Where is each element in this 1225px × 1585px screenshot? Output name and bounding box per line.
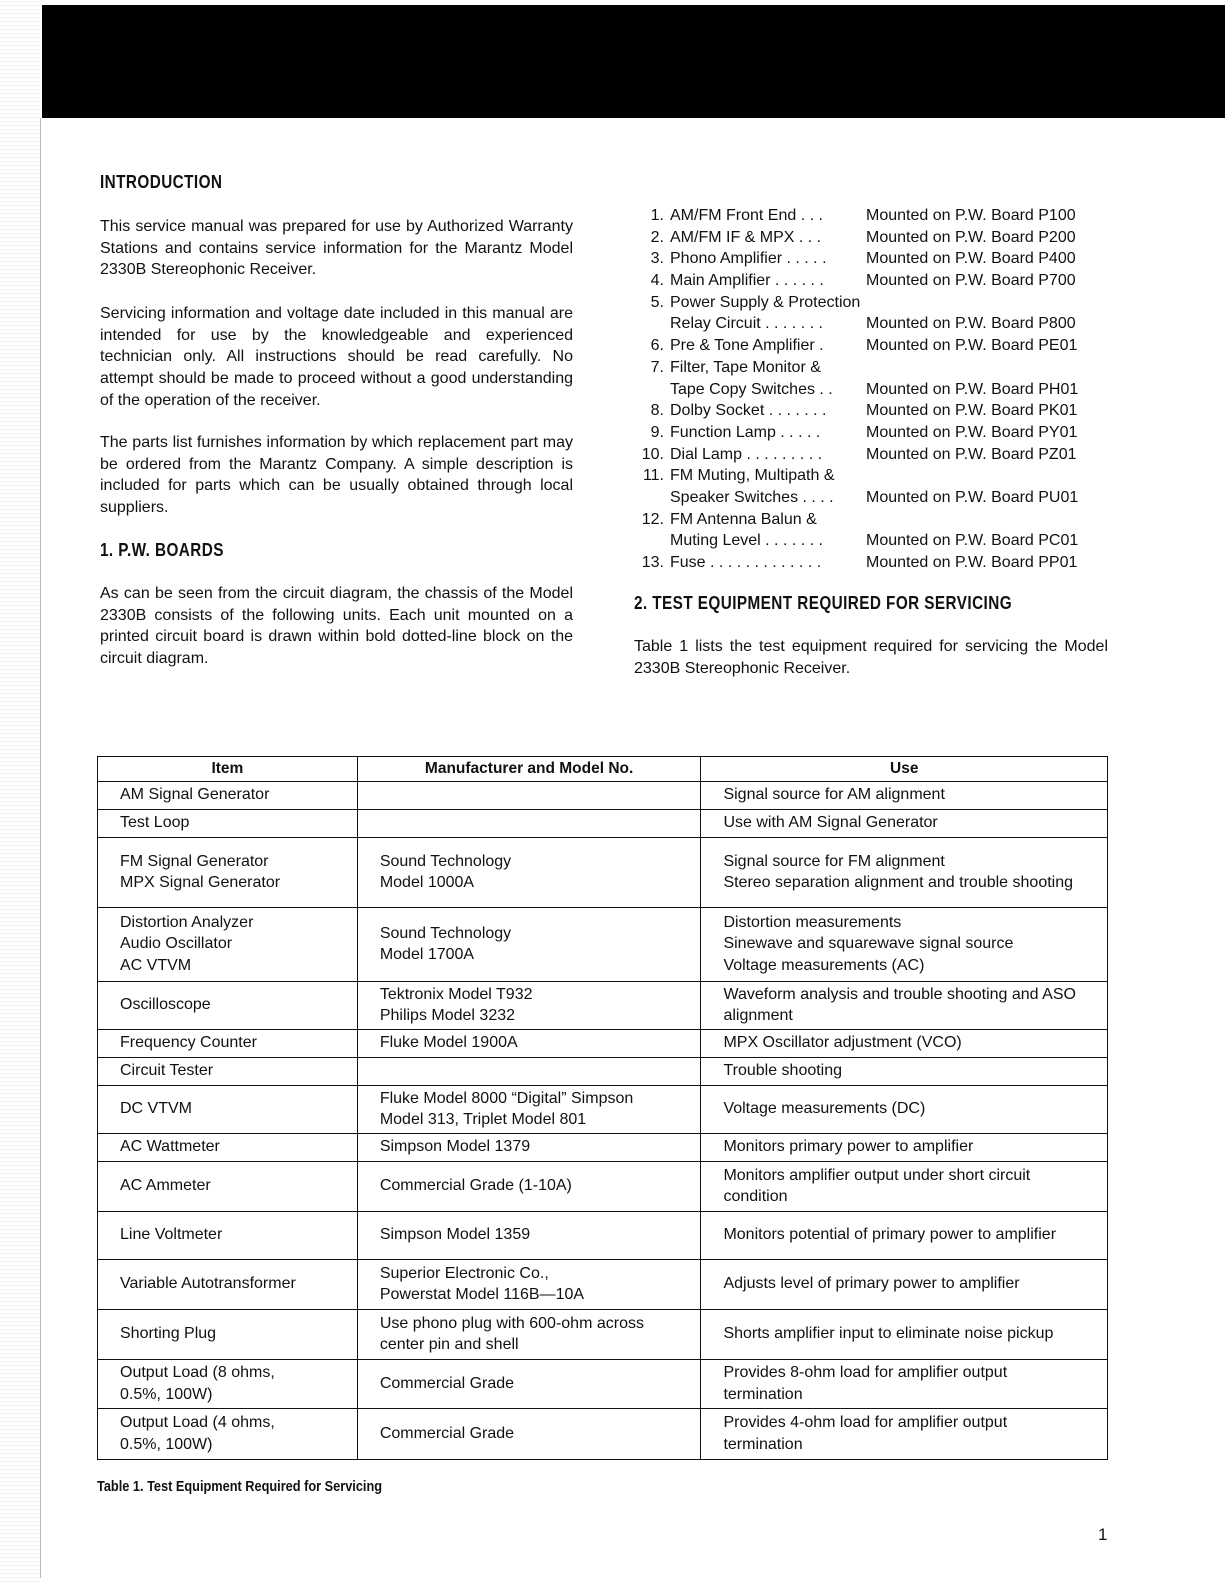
cell-line: MPX Signal Generator (120, 874, 281, 892)
item-name: Phono Amplifier . . . . . (670, 250, 827, 268)
cell-line: Monitors amplifier output under short circuit condition (723, 1166, 1031, 1206)
table-row (98, 781, 1108, 809)
cell-line: Shorting Plug (120, 1325, 217, 1343)
board-list-item (636, 465, 1116, 487)
item-name: AM/FM IF & MPX . . . (670, 228, 822, 246)
table-row (98, 1211, 1108, 1259)
table-row (98, 837, 1108, 907)
cell-use (701, 1161, 1108, 1211)
table-row (98, 981, 1108, 1029)
cell-line: Signal source for FM alignment (723, 852, 945, 870)
cell-line: Commercial Grade (1-10A) (379, 1177, 572, 1195)
cell-item (98, 837, 358, 907)
board-list-item (636, 227, 1116, 249)
cell-line: Simpson Model 1379 (379, 1138, 531, 1156)
cell-use (701, 1057, 1108, 1085)
item-name: Power Supply & Protection (670, 293, 861, 311)
table-header-row (98, 757, 1108, 782)
cell-line: Fluke Model 8000 “Digital” Simpson Model 313, Triplet Model 801 (379, 1089, 634, 1129)
board-list-item (636, 400, 1116, 422)
cell-use (701, 781, 1108, 809)
cell-line: Powerstat Model 116B—10A (379, 1286, 585, 1304)
cell-use (701, 1259, 1108, 1309)
cell-line: Model 1000A (379, 874, 475, 892)
cell-line: AC VTVM (120, 957, 192, 975)
table-row (98, 1085, 1108, 1133)
cell-line: Fluke Model 1900A (379, 1034, 518, 1052)
table-row (98, 907, 1108, 981)
pw-board-list (636, 205, 1116, 574)
item-mount (866, 509, 1116, 531)
table-row (98, 1408, 1108, 1459)
item-number: 10. (641, 445, 664, 463)
item-name: Pre & Tone Amplifier . (670, 337, 824, 355)
table-row (98, 1029, 1108, 1057)
item-name: Function Lamp . . . . . (670, 423, 821, 441)
cell-item (98, 1259, 358, 1309)
page-number: 1 (1098, 1525, 1108, 1544)
board-list-item (636, 422, 1116, 444)
item-mount: Mounted on P.W. Board PP01 (866, 554, 1078, 571)
cell-line: Voltage measurements (DC) (723, 1100, 926, 1118)
cell-manufacturer (357, 1085, 701, 1133)
cell-line: MPX Oscillator adjustment (VCO) (723, 1034, 962, 1052)
item-mount: Mounted on P.W. Board PK01 (866, 402, 1078, 420)
item-mount: Mounted on P.W. Board PE01 (866, 337, 1078, 355)
cell-line: DC VTVM (120, 1100, 192, 1118)
item-mount: Mounted on P.W. Board PC01 (866, 532, 1079, 550)
item-mount: Mounted on P.W. Board PU01 (866, 488, 1079, 506)
scan-edge (0, 0, 40, 1585)
item-number: 3. (650, 250, 664, 268)
cell-line: Variable Autotransformer (120, 1275, 296, 1293)
cell-line: Use phono plug with 600-ohm across center pin and shell (379, 1314, 644, 1354)
cell-line: Distortion measurements (723, 913, 902, 931)
item-name: FM Antenna Balun & (670, 510, 817, 528)
item-number: 12. (641, 510, 664, 528)
item-name: Relay Circuit . . . . . . . (670, 315, 823, 333)
cell-line: Test Loop (120, 814, 190, 832)
item-number: 2. (650, 228, 664, 246)
item-name: Filter, Tape Monitor & (670, 358, 821, 376)
cell-item (98, 1408, 358, 1459)
cell-use (701, 1085, 1108, 1133)
header-banner (42, 5, 1225, 118)
cell-manufacturer (357, 1408, 701, 1459)
cell-manufacturer (357, 1309, 701, 1359)
cell-manufacturer (357, 809, 701, 837)
item-number (636, 379, 670, 401)
item-mount: Mounted on P.W. Board PH01 (866, 380, 1079, 398)
cell-manufacturer (357, 781, 701, 809)
board-list-item (636, 530, 1116, 552)
board-list-item (636, 444, 1116, 466)
header-use: Use (701, 757, 1108, 782)
cell-line: Commercial Grade (379, 1424, 515, 1442)
cell-item (98, 1359, 358, 1408)
cell-use (701, 1309, 1108, 1359)
cell-item (98, 1029, 358, 1057)
cell-manufacturer (357, 1161, 701, 1211)
section1-heading: 1. P.W. BOARDS (100, 540, 224, 560)
table-row (98, 1133, 1108, 1161)
item-number: 1. (650, 207, 664, 224)
cell-manufacturer (357, 1057, 701, 1085)
cell-line: Superior Electronic Co., (379, 1264, 549, 1282)
board-list-item (636, 379, 1116, 401)
board-list-item (636, 487, 1116, 509)
cell-use (701, 1211, 1108, 1259)
cell-line: Distortion Analyzer (120, 913, 254, 931)
intro-paragraph-3: The parts list furnishes information by which replacement part may be ordered from the Marantz Company. A simple description is included for parts which can be usually obtained through local suppliers. (100, 434, 573, 517)
item-mount: Mounted on P.W. Board P400 (866, 250, 1076, 268)
cell-item (98, 1309, 358, 1359)
cell-line: Philips Model 3232 (379, 1007, 516, 1025)
item-number (636, 313, 670, 335)
item-mount: Mounted on P.W. Board PZ01 (866, 445, 1077, 463)
item-name: Dolby Socket . . . . . . . (670, 402, 827, 420)
item-number: 4. (650, 272, 664, 290)
board-list-item (636, 292, 1116, 314)
item-number: 6. (650, 337, 664, 355)
cell-line: Line Voltmeter (120, 1226, 223, 1244)
table-row (98, 1259, 1108, 1309)
board-list-item (636, 509, 1116, 531)
cell-line: Monitors primary power to amplifier (723, 1138, 974, 1156)
item-name: Main Amplifier . . . . . . (670, 272, 824, 290)
cell-manufacturer (357, 1133, 701, 1161)
cell-use (701, 907, 1108, 981)
item-mount (866, 292, 1116, 314)
board-list-item (636, 357, 1116, 379)
cell-line: Sound Technology (379, 924, 512, 942)
board-list-item (636, 205, 1116, 227)
cell-item (98, 1133, 358, 1161)
cell-line: Output Load (4 ohms, (120, 1414, 275, 1431)
cell-line: Sinewave and squarewave signal source (723, 935, 1014, 953)
cell-line: Tektronix Model T932 (379, 985, 533, 1003)
item-mount (866, 465, 1116, 487)
table-row (98, 1057, 1108, 1085)
cell-manufacturer (357, 1211, 701, 1259)
item-name: Speaker Switches . . . . (670, 488, 834, 506)
cell-line: Simpson Model 1359 (379, 1226, 531, 1244)
cell-item (98, 781, 358, 809)
cell-manufacturer (357, 1259, 701, 1309)
cell-line: Monitors potential of primary power to amplifier (723, 1226, 1057, 1244)
cell-use (701, 809, 1108, 837)
cell-line: 0.5%, 100W) (120, 1385, 213, 1403)
intro-paragraph-2: Servicing information and voltage date included in this manual are intended for use by the knowledgeable and experienced technician only. All instructions should be read carefully. No attempt should be made to proceed without a good understanding of the operation of the receiver. (100, 305, 573, 409)
table-row (98, 1309, 1108, 1359)
item-mount: Mounted on P.W. Board P800 (866, 315, 1076, 333)
cell-item (98, 1211, 358, 1259)
cell-item (98, 1057, 358, 1085)
table-row (98, 809, 1108, 837)
item-number: 8. (650, 402, 664, 420)
table-caption: Table 1. Test Equipment Required for Servicing (97, 1478, 383, 1495)
section2-heading: 2. TEST EQUIPMENT REQUIRED FOR SERVICING (634, 593, 1013, 613)
item-name: AM/FM Front End . . . (670, 207, 823, 224)
cell-item (98, 809, 358, 837)
cell-line: Adjusts level of primary power to amplifier (723, 1275, 1020, 1293)
cell-manufacturer (357, 1359, 701, 1408)
item-number: 5. (650, 293, 664, 311)
cell-line: AC Wattmeter (120, 1138, 220, 1156)
cell-line: AC Ammeter (120, 1177, 211, 1195)
cell-line: Model 1700A (379, 946, 475, 964)
cell-manufacturer (357, 837, 701, 907)
item-mount: Mounted on P.W. Board P100 (866, 207, 1076, 224)
cell-line: Stereo separation alignment and trouble shooting (723, 874, 1074, 892)
intro-paragraph-1: This service manual was prepared for use by Authorized Warranty Stations and contains service information for the Marantz Model 2330B Stereophonic Receiver. (100, 218, 573, 279)
item-name: Fuse . . . . . . . . . . . . . (670, 554, 822, 571)
cell-line: 0.5%, 100W) (120, 1435, 213, 1453)
item-name: Muting Level . . . . . . . (670, 532, 823, 550)
cell-use (701, 1029, 1108, 1057)
item-number (636, 530, 670, 552)
cell-line: Oscilloscope (120, 996, 211, 1014)
item-mount: Mounted on P.W. Board PY01 (866, 423, 1078, 441)
cell-line: Frequency Counter (120, 1034, 257, 1052)
cell-line: Audio Oscillator (120, 935, 233, 953)
header-manufacturer: Manufacturer and Model No. (357, 757, 701, 782)
cell-line: Use with AM Signal Generator (723, 814, 938, 832)
item-mount: Mounted on P.W. Board P200 (866, 228, 1076, 246)
cell-line: Output Load (8 ohms, (120, 1364, 275, 1381)
cell-line: AM Signal Generator (120, 786, 270, 804)
cell-manufacturer (357, 1029, 701, 1057)
item-number: 13. (641, 554, 664, 571)
cell-line: Shorts amplifier input to eliminate noise pickup (723, 1325, 1054, 1343)
cell-line: Trouble shooting (723, 1062, 843, 1080)
section1-paragraph: As can be seen from the circuit diagram, the chassis of the Model 2330B consists of the following units. Each unit mounted on a printed circuit board is drawn within bold dotted-line block on the circuit diagram. (100, 585, 573, 668)
scan-edge-line (40, 118, 41, 1578)
cell-use (701, 1359, 1108, 1408)
board-list-item (636, 248, 1116, 270)
section2-paragraph: Table 1 lists the test equipment required for servicing the Model 2330B Stereophonic Receiver. (634, 638, 1108, 677)
cell-item (98, 1161, 358, 1211)
board-list-item (636, 313, 1116, 335)
item-number (636, 487, 670, 509)
cell-line: Provides 8-ohm load for amplifier output termination (723, 1364, 1008, 1403)
cell-line: Voltage measurements (AC) (723, 957, 925, 975)
cell-use (701, 837, 1108, 907)
cell-line: Circuit Tester (120, 1062, 214, 1080)
header-item: Item (98, 757, 358, 782)
board-list-item (636, 552, 1116, 574)
cell-use (701, 981, 1108, 1029)
item-name: Dial Lamp . . . . . . . . . (670, 445, 823, 463)
table-row (98, 1359, 1108, 1408)
item-number: 9. (650, 423, 664, 441)
board-list-item (636, 270, 1116, 292)
board-list-item (636, 335, 1116, 357)
item-number: 11. (642, 467, 664, 485)
cell-manufacturer (357, 981, 701, 1029)
item-number: 7. (650, 358, 664, 376)
cell-line: Waveform analysis and trouble shooting and ASO alignment (723, 985, 1076, 1025)
cell-line: Sound Technology (379, 852, 512, 870)
cell-item (98, 907, 358, 981)
item-name: Tape Copy Switches . . (670, 380, 833, 398)
table-row (98, 1161, 1108, 1211)
cell-use (701, 1408, 1108, 1459)
cell-item (98, 1085, 358, 1133)
item-name: FM Muting, Multipath & (670, 467, 835, 485)
cell-line: Commercial Grade (379, 1374, 515, 1392)
cell-line: FM Signal Generator (120, 852, 269, 870)
test-equipment-table (97, 756, 1108, 1460)
cell-item (98, 981, 358, 1029)
cell-line: Signal source for AM alignment (723, 786, 945, 804)
cell-use (701, 1133, 1108, 1161)
item-mount (866, 357, 1116, 379)
introduction-heading: INTRODUCTION (100, 172, 223, 192)
item-mount: Mounted on P.W. Board P700 (866, 272, 1076, 290)
cell-manufacturer (357, 907, 701, 981)
cell-line: Provides 4-ohm load for amplifier output termination (723, 1414, 1008, 1453)
